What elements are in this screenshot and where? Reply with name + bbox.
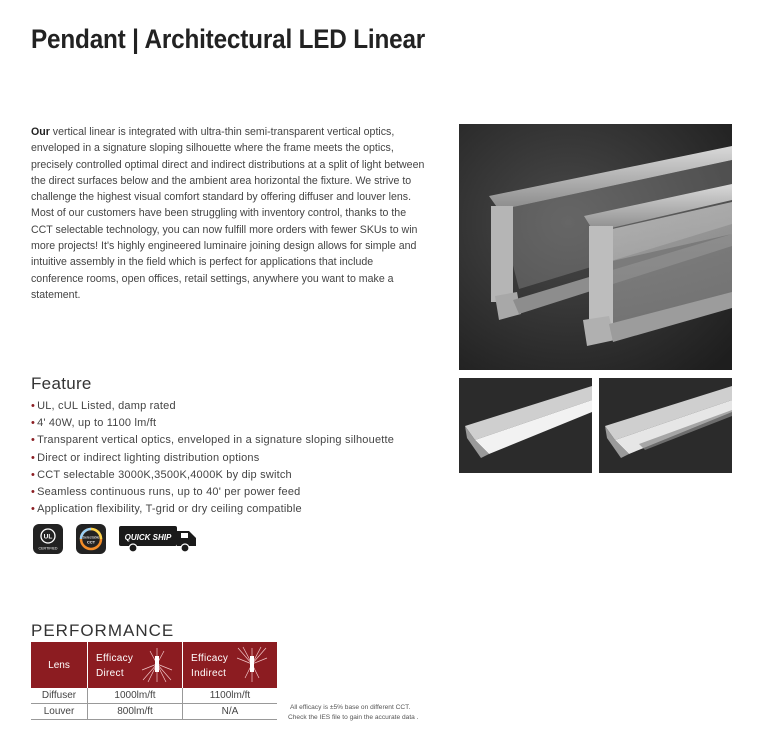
page-title: Pendant | Architectural LED Linear [31,24,426,54]
feature-heading: Feature [31,374,92,393]
note-line2: Check the IES file to gain the accurate data . [288,713,419,721]
intro-body: vertical linear is integrated with ultra-thin semi-transparent vertical optics, enveloped in a signature sloping silhouette where the frame meets the optics, precisely controlled optimal direct and indirect distributions at a split of light between the direct surfaces below and the ambient area horizontal the fixture. We strive to challenge the highest visual comfort standard by offering diffuser and louver lens. Most of our customers have been struggling with inventory control, thanks to the CCT selectable technology, you can now fulfill more orders with fewer SKUs to win more projects! It's highly engineered luminaire joining design allows for simple and intuitive assembly in the field which is perfect for applications that include conference rooms, open offices, retail settings, anywhere you want to make a statement. [31,126,425,301]
intro-paragraph [31,124,426,303]
product-photo-main [459,124,732,370]
table-row [31,688,277,704]
indirect-distribution-icon [235,646,269,684]
row-indirect: N/A [183,704,278,720]
header-direct-line1: Efficacy [96,653,134,664]
header-indirect-line2: Indirect [191,668,227,679]
feature-item: • Direct or indirect lighting distribution options [31,451,260,464]
pendant-fixture-image [459,124,732,370]
header-efficacy-direct [88,642,183,688]
performance-table [31,642,277,720]
direct-distribution-icon [140,646,174,684]
product-photo-diffuser [459,378,592,473]
feature-item: • Seamless continuous runs, up to 40' per power feed [31,486,301,499]
product-photo-louver [599,378,732,473]
feature-list [31,398,394,518]
performance-heading: PERFORMANCE [31,621,175,640]
feature-item: • Transparent vertical optics, enveloped in a signature sloping silhouette [31,434,395,447]
selectable-cct-icon [76,524,106,559]
header-lens: Lens [31,642,88,688]
feature-item: • 4' 40W, up to 1100 lm/ft [31,417,157,430]
ul-text: CERTIFIED [38,546,58,551]
row-direct: 1000lm/ft [88,688,183,704]
performance-note [288,703,419,722]
row-indirect: 1100lm/ft [183,688,278,704]
header-indirect-line1: Efficacy [191,653,229,664]
note-line1: All efficacy is ±5% base on different CCT. [290,704,411,711]
header-direct-line2: Direct [96,668,124,679]
louver-lens-image [599,378,732,473]
row-lens: Diffuser [31,688,88,704]
cct-bottom: CCT [86,539,96,545]
quickship-label: QUICK SHIP [124,533,172,542]
cct-top: Selectable [82,535,100,540]
feature-item: • CCT selectable 3000K,3500K,4000K by dip switch [31,468,292,481]
ul-mark: UL [43,533,53,541]
feature-item: • UL, cUL Listed, damp rated [31,400,176,412]
table-row [31,704,277,720]
intro-lead: Our [31,126,50,138]
row-lens: Louver [31,704,88,720]
row-direct: 800lm/ft [88,704,183,720]
ul-certified-icon [33,524,63,559]
header-efficacy-indirect [183,642,278,688]
feature-item: • Application flexibility, T-grid or dry ceiling compatible [31,503,302,516]
diffuser-lens-image [459,378,592,473]
quick-ship-truck-icon [119,524,197,559]
